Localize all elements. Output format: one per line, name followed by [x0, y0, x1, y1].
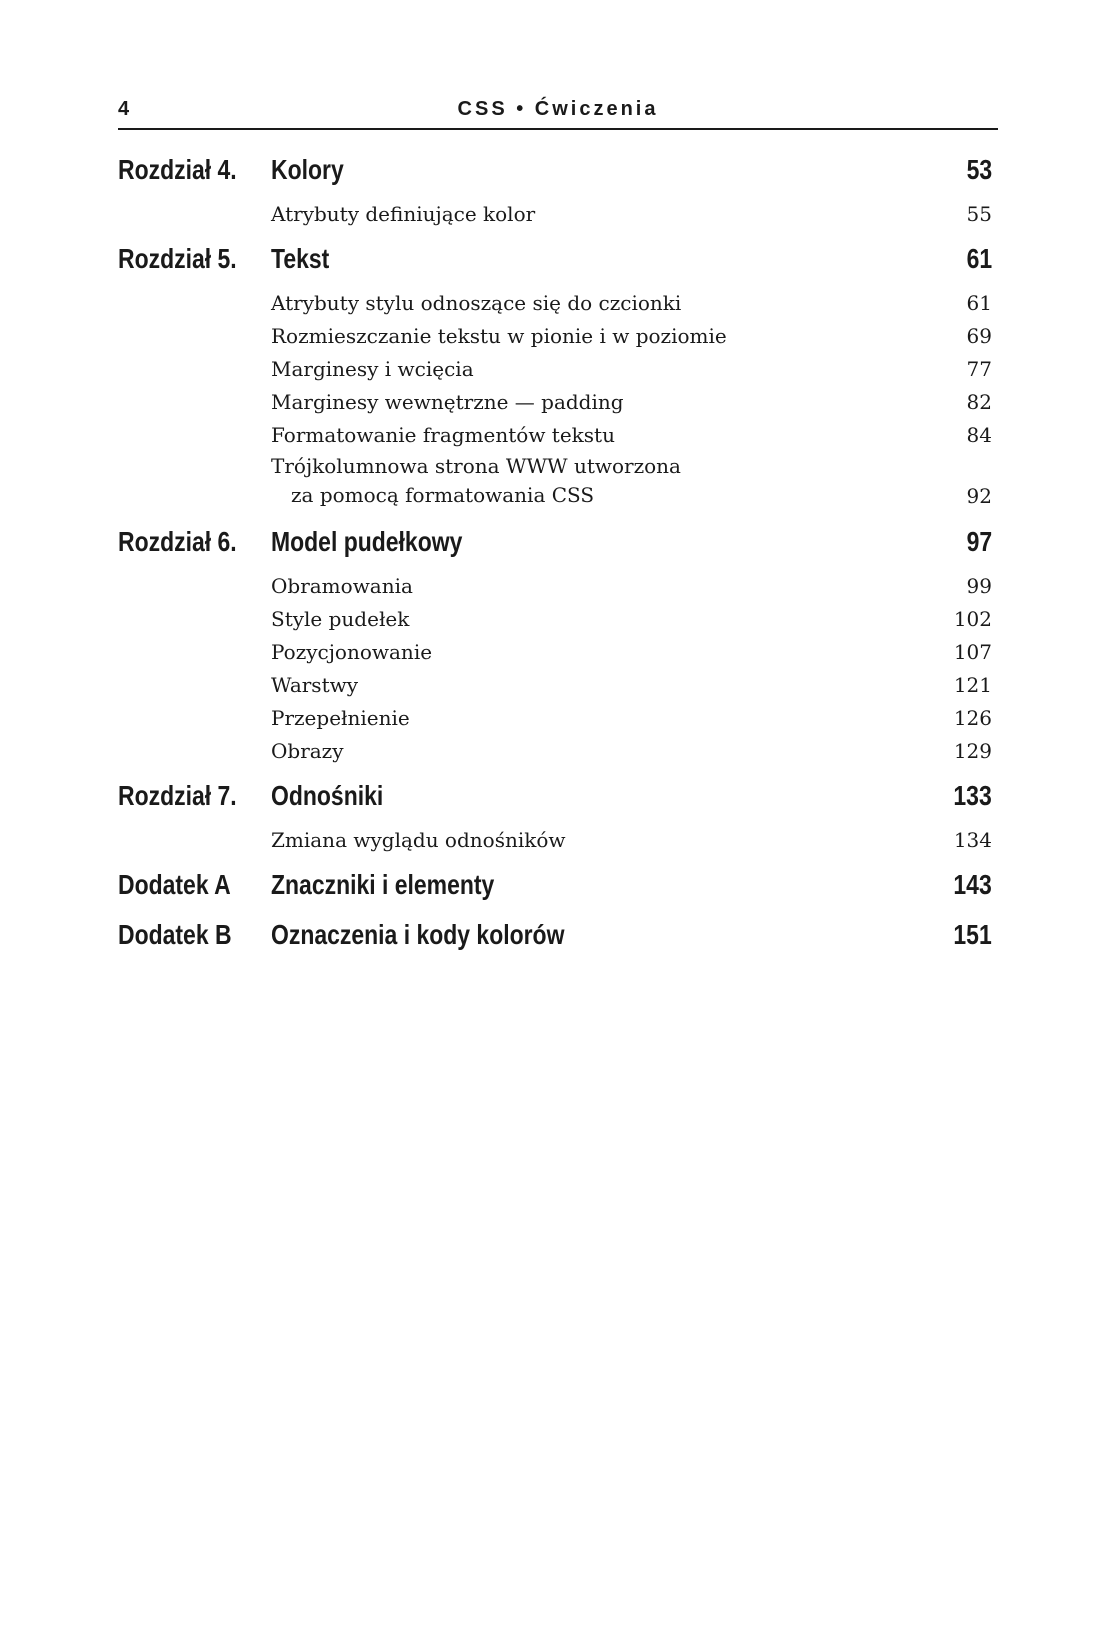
section-page-number: 55: [966, 202, 992, 226]
section-title: [271, 452, 831, 510]
chapter-label: Rozdział 7.: [118, 780, 237, 811]
appendix-label: Dodatek A: [118, 869, 231, 900]
section-title: Rozmieszczanie tekstu w pionie i w poziomie: [271, 324, 727, 348]
section-title: Marginesy i wcięcia: [271, 357, 474, 381]
section-title: Pozycjonowanie: [271, 640, 433, 664]
section-page-number: 134: [953, 828, 992, 852]
toc-section-row[interactable]: [118, 198, 998, 231]
section-page-number: 107: [953, 640, 992, 664]
toc-section-row[interactable]: [118, 570, 998, 603]
section-title: Warstwy: [271, 673, 359, 697]
chapter-title: Tekst: [271, 243, 330, 274]
section-title: Marginesy wewnętrzne — padding: [271, 390, 624, 414]
toc-section-row[interactable]: [118, 735, 998, 768]
section-title-line1: Trójkolumnowa strona WWW utworzona: [271, 454, 681, 478]
chapter-title: Kolory: [271, 154, 344, 185]
section-page-number: 84: [966, 423, 992, 447]
section-page-number: 121: [953, 673, 992, 697]
appendix-title: Znaczniki i elementy: [271, 869, 495, 900]
chapter-page-number: 133: [953, 780, 992, 811]
toc-section-row[interactable]: [118, 636, 998, 669]
section-title: Przepełnienie: [271, 706, 410, 730]
section-title: Atrybuty definiujące kolor: [271, 202, 536, 226]
section-page-number: 82: [966, 390, 992, 414]
section-page-number: 126: [953, 706, 992, 730]
section-page-number: 102: [953, 607, 992, 631]
table-of-contents: [118, 148, 998, 963]
section-title: Style pudełek: [271, 607, 410, 631]
toc-appendix-row[interactable]: [118, 913, 998, 963]
toc-chapter-row[interactable]: [118, 237, 998, 287]
running-head: [118, 98, 998, 130]
section-title: Formatowanie fragmentów tekstu: [271, 423, 615, 447]
toc-section-row[interactable]: [118, 353, 998, 386]
chapter-page-number: 53: [966, 154, 992, 185]
section-page-number: 92: [966, 484, 992, 508]
chapter-title: Odnośniki: [271, 780, 384, 811]
appendix-page-number: 151: [953, 919, 992, 950]
book-page: [118, 98, 998, 963]
toc-section-row[interactable]: [118, 603, 998, 636]
section-title: Obrazy: [271, 739, 344, 763]
toc-chapter-row[interactable]: [118, 774, 998, 824]
chapter-title: Model pudełkowy: [271, 526, 463, 557]
section-title: Atrybuty stylu odnoszące się do czcionki: [271, 291, 682, 315]
toc-section-row[interactable]: [118, 824, 998, 857]
chapter-label: Rozdział 5.: [118, 243, 237, 274]
toc-section-row[interactable]: [118, 287, 998, 320]
section-page-number: 69: [966, 324, 992, 348]
page-number: 4: [118, 98, 130, 120]
toc-appendix-row[interactable]: [118, 863, 998, 913]
toc-section-row[interactable]: [118, 386, 998, 419]
chapter-label: Rozdział 6.: [118, 526, 237, 557]
toc-section-row[interactable]: [118, 452, 998, 514]
section-title-line2: za pomocą formatowania CSS: [291, 483, 595, 507]
appendix-label: Dodatek B: [118, 919, 232, 950]
section-title: Obramowania: [271, 574, 413, 598]
section-page-number: 77: [966, 357, 992, 381]
toc-section-row[interactable]: [118, 419, 998, 452]
toc-chapter-row[interactable]: [118, 520, 998, 570]
section-title: Zmiana wyglądu odnośników: [271, 828, 566, 852]
chapter-page-number: 61: [966, 243, 992, 274]
toc-chapter-row[interactable]: [118, 148, 998, 198]
toc-section-row[interactable]: [118, 320, 998, 353]
toc-section-row[interactable]: [118, 669, 998, 702]
appendix-page-number: 143: [953, 869, 992, 900]
section-page-number: 61: [966, 291, 992, 315]
section-page-number: 129: [953, 739, 992, 763]
chapter-label: Rozdział 4.: [118, 154, 237, 185]
book-title: CSS • Ćwiczenia: [457, 98, 659, 120]
section-page-number: 99: [966, 574, 992, 598]
appendix-title: Oznaczenia i kody kolorów: [271, 919, 565, 950]
toc-section-row[interactable]: [118, 702, 998, 735]
chapter-page-number: 97: [966, 526, 992, 557]
